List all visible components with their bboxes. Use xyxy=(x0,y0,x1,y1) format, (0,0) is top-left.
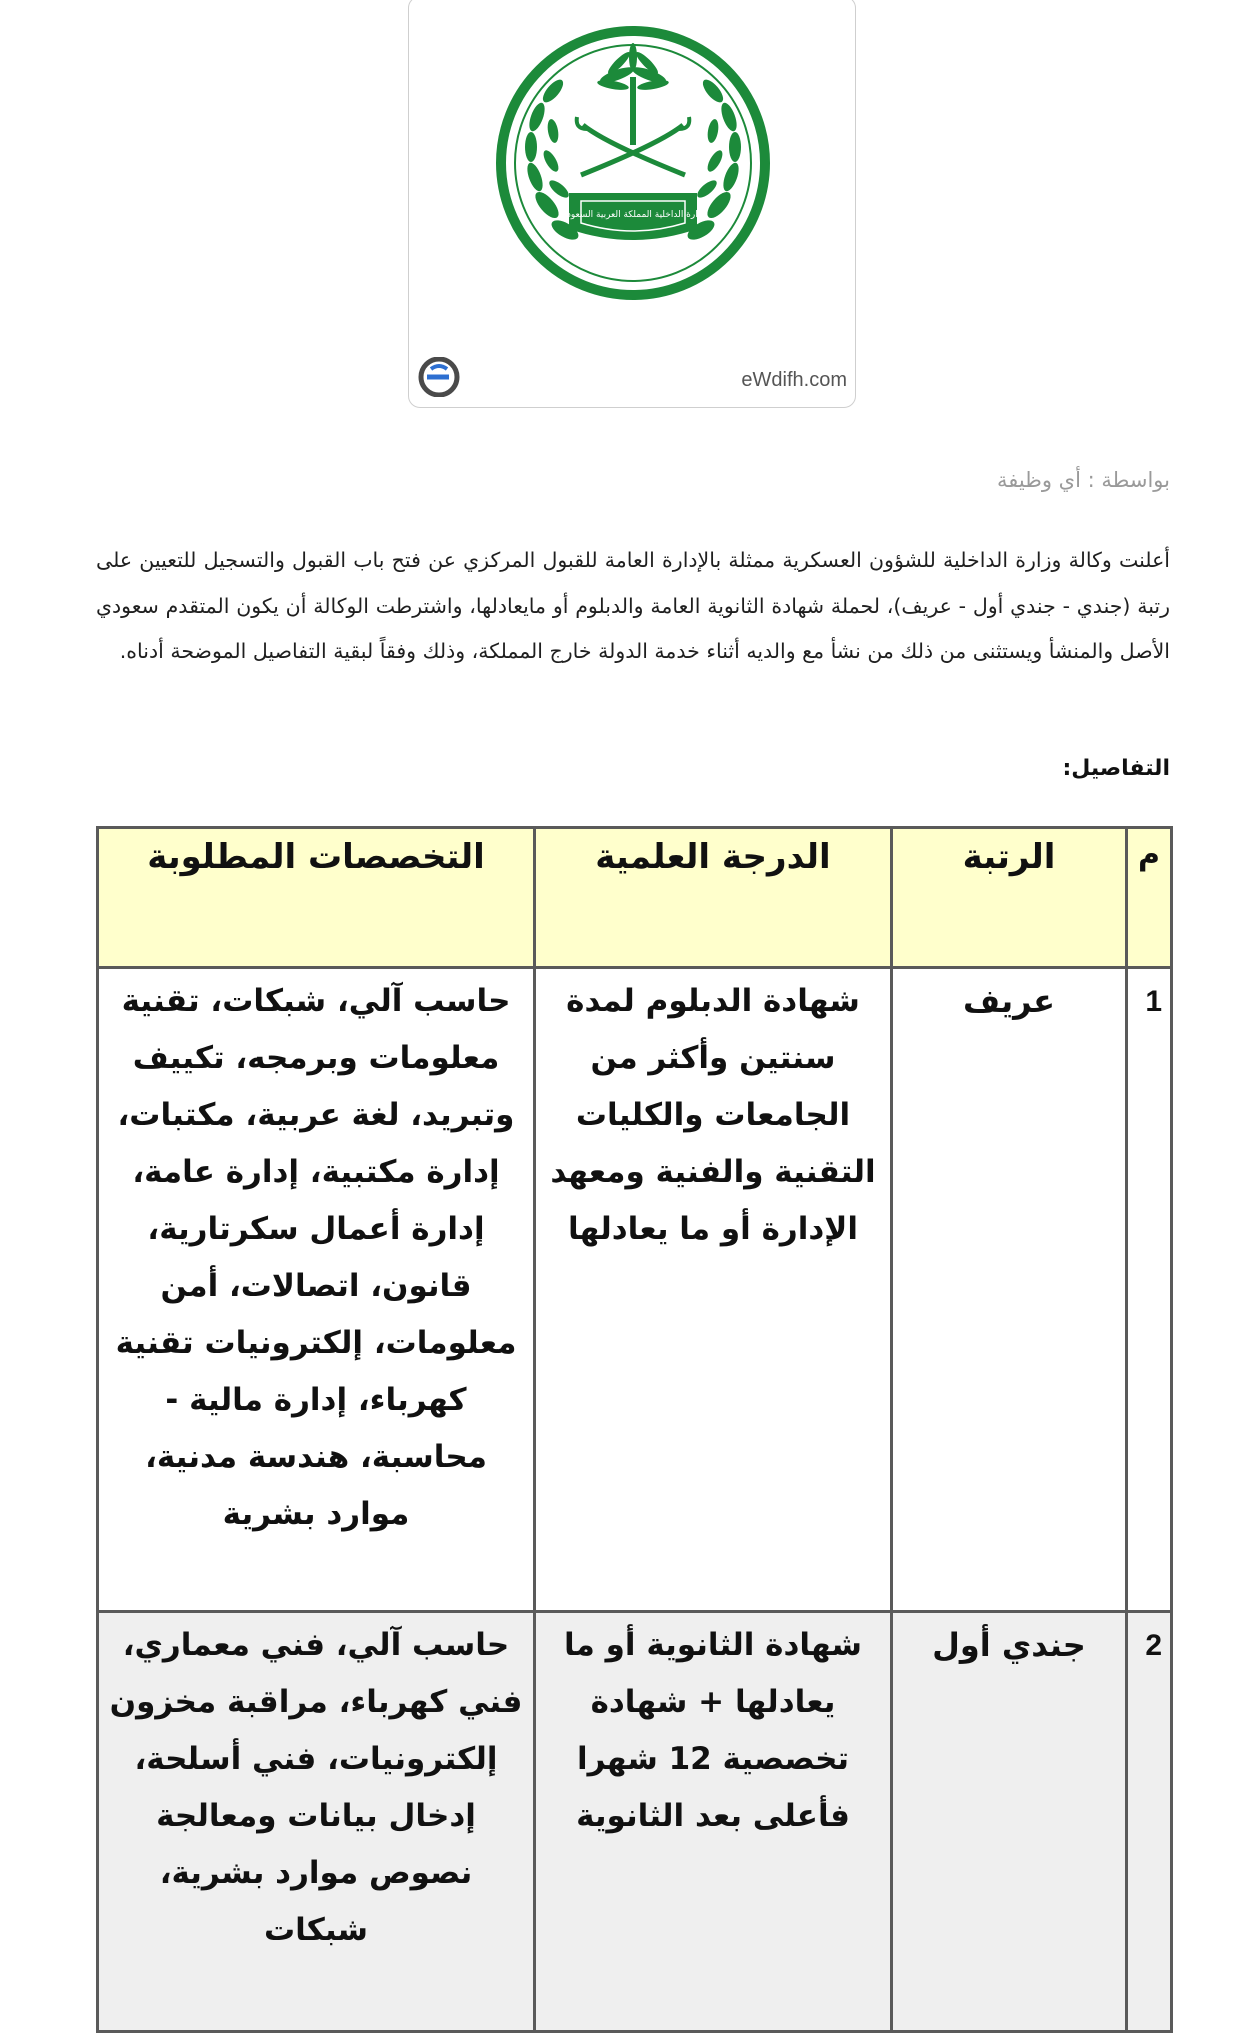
logo-card xyxy=(408,0,856,408)
table-row xyxy=(98,1612,1172,2032)
row-number: 2 xyxy=(1127,1612,1172,2032)
table-row xyxy=(98,968,1172,1612)
header-number: م xyxy=(1127,828,1172,968)
row-specialties: حاسب آلي، فني معماري، فني كهرباء، مراقبة مخزون إلكترونيات، فني أسلحة، إدخال بيانات ومعالجة نصوص موارد بشرية، شبكات xyxy=(98,1612,535,2032)
byline[interactable]: بواسطة : أي وظيفة xyxy=(996,468,1170,492)
header-specialties: التخصصات المطلوبة xyxy=(98,828,535,968)
saudi-ministry-emblem-icon xyxy=(495,25,771,301)
header-degree: الدرجة العلمية xyxy=(535,828,892,968)
article-body: أعلنت وكالة وزارة الداخلية للشؤون العسكرية ممثلة بالإدارة العامة للقبول المركزي عن فتح باب القبول والتسجيل للتعيين على رتبة (جندي - جندي أول - عريف)، لحملة شهادة الثانوية العامة والدبلوم أو مايعادلها، واشترطت الوكالة أن يكون المتقدم سعودي الأصل والمنشأ ويستثنى من ذلك من نشأ مع والديه أثناء خدمة الدولة خارج المملكة، وذلك وفقاً لبقية التفاصيل الموضحة أدناه. xyxy=(96,548,1170,663)
details-label: التفاصيل: xyxy=(1062,756,1170,781)
row-rank: عريف xyxy=(892,968,1127,1612)
row-degree: شهادة الدبلوم لمدة سنتين وأكثر من الجامعات والكليات التقنية والفنية ومعهد الإدارة أو ما يعادلها xyxy=(535,968,892,1612)
row-number: 1 xyxy=(1127,968,1172,1612)
row-degree: شهادة الثانوية أو ما يعادلها + شهادة تخصصية 12 شهرا فأعلى بعد الثانوية xyxy=(535,1612,892,2032)
jobs-table xyxy=(96,826,1173,2033)
ewdifh-e-logo-icon xyxy=(417,357,461,397)
row-specialties: حاسب آلي، شبكات، تقنية معلومات وبرمجه، تكييف وتبريد، لغة عربية، مكتبات، إدارة مكتبية، إدارة عامة، إدارة أعمال سكرتارية، قانون، اتصالات، أمن معلومات، إلكترونيات تقنية كهرباء، إدارة مالية - محاسبة، هندسة مدنية، موارد بشرية xyxy=(98,968,535,1612)
header-rank: الرتبة xyxy=(892,828,1127,968)
emblem-text: وزارة الداخلية المملكة العربية السعودية xyxy=(559,210,707,220)
watermark-text: eWdifh.com xyxy=(741,369,847,391)
table-header-row xyxy=(98,828,1172,968)
row-rank: جندي أول xyxy=(892,1612,1127,2032)
